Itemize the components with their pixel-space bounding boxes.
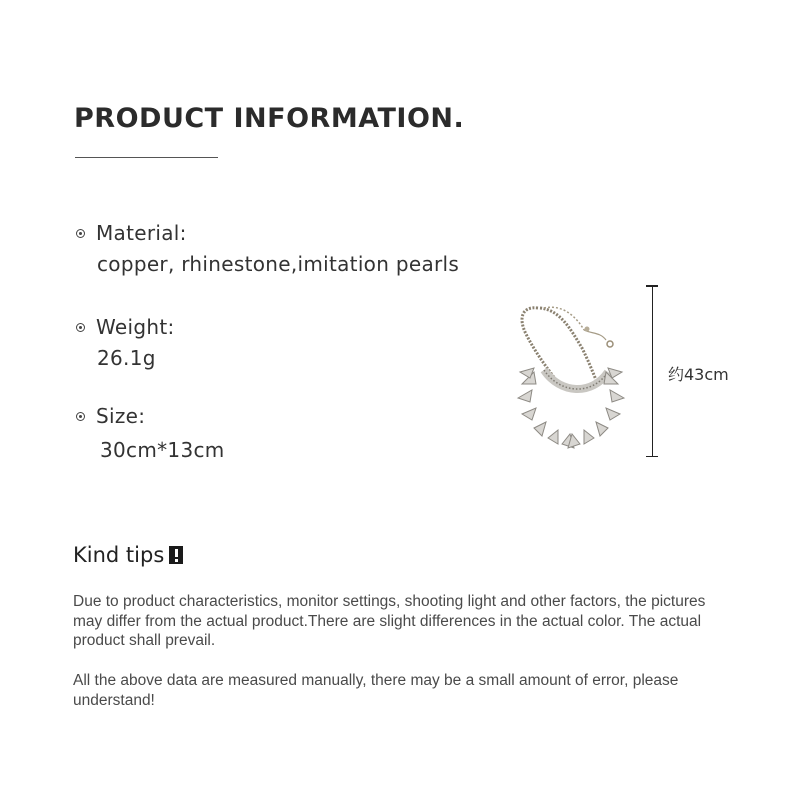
dimension-marker (646, 285, 658, 457)
bullet-icon (76, 323, 85, 332)
kind-tips-heading (73, 543, 183, 567)
exclamation-icon (169, 546, 183, 564)
spec-weight (76, 314, 175, 370)
tips-paragraph: Due to product characteristics, monitor settings, shooting light and other factors, the pictures may differ from the actual product.There are slight differences in the actual color. The actual product shall prevail. (73, 593, 706, 649)
spec-material-label: Material: (96, 221, 187, 245)
spec-size-value: 30cm*13cm (100, 438, 225, 462)
spec-material-value: copper, rhinestone,imitation pearls (97, 252, 460, 276)
kind-tips-title: Kind tips (73, 543, 165, 567)
spec-size (76, 403, 225, 462)
bullet-icon (76, 412, 85, 421)
spec-weight-value: 26.1g (97, 346, 156, 370)
tips-paragraph: All the above data are measured manually, there may be a small amount of error, please understand! (73, 672, 679, 709)
spec-material (76, 220, 459, 276)
title-divider (75, 157, 218, 158)
necklace-icon (500, 288, 640, 458)
bullet-icon (76, 229, 85, 238)
page-title: PRODUCT INFORMATION. (74, 103, 465, 134)
dimension-label: 约43cm (668, 365, 729, 384)
spec-weight-label: Weight: (96, 315, 175, 339)
spec-size-label: Size: (96, 404, 146, 428)
